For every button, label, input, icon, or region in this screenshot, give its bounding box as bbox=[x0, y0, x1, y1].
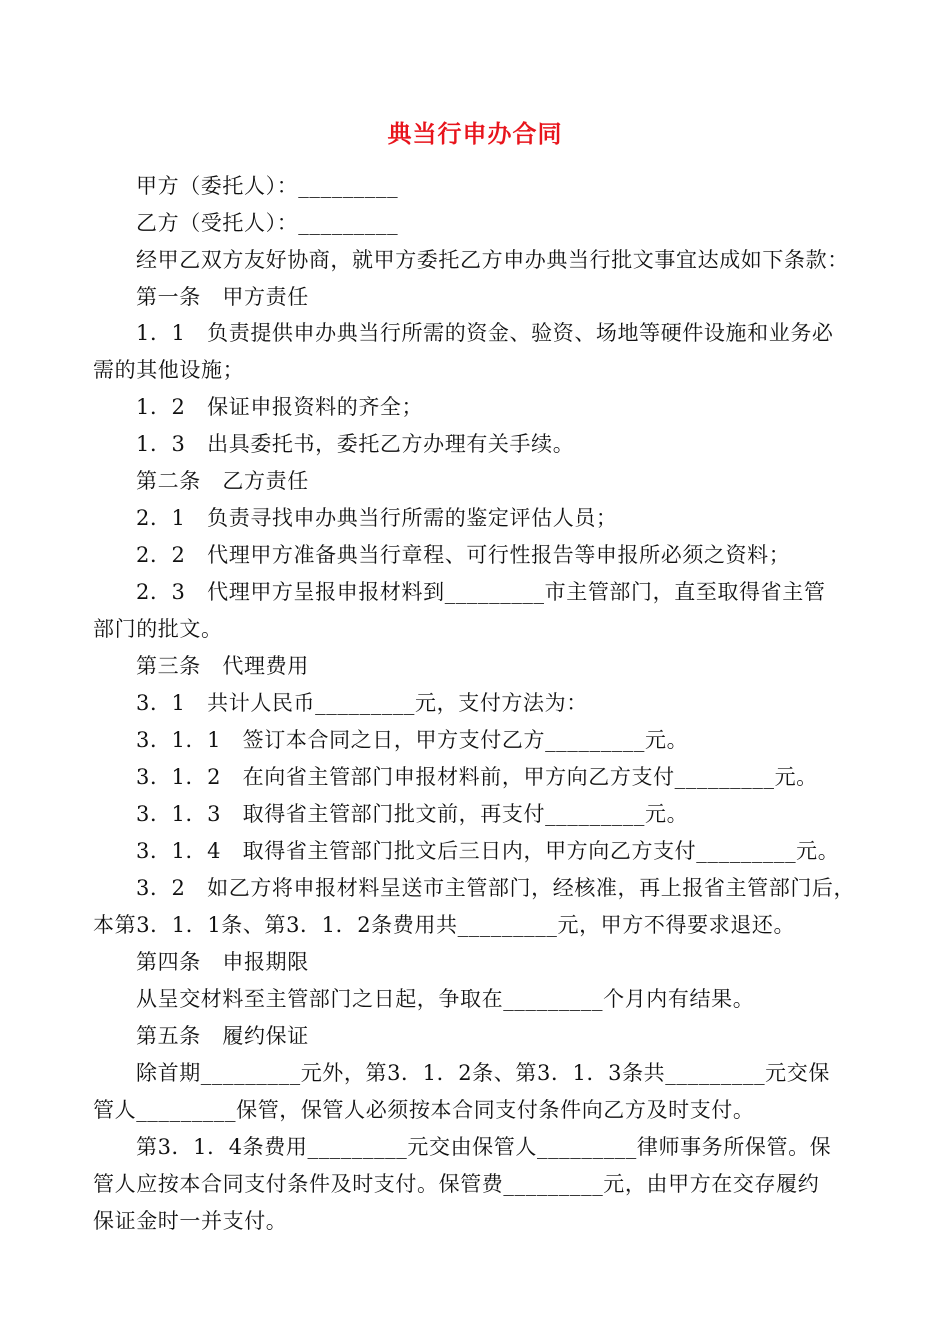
clause-1-1-line: 1．1 负责提供申办典当行所需的资金、验资、场地等硬件设施和业务必 bbox=[136, 321, 834, 345]
clause-2-3-line: 2．3 代理甲方呈报申报材料到_________市主管部门，直至取得省主管 bbox=[136, 580, 826, 604]
clause-3-1-line: 3．1 共计人民币_________元，支付方法为： bbox=[136, 691, 588, 715]
clause-2-1-line: 2．1 负责寻找申办典当行所需的鉴定评估人员； bbox=[136, 506, 618, 530]
document-title: 典当行申办合同 bbox=[387, 119, 563, 148]
preamble-line: 经甲乙双方友好协商，就甲方委托乙方申办典当行批文事宜达成如下条款： bbox=[136, 248, 849, 272]
clause-3-2-line: 3．2 如乙方将申报材料呈送市主管部门，经核准，再上报省主管部门后， bbox=[136, 876, 856, 900]
clause-3-2-continuation: 本第3．1．1条、第3．1．2条费用共_________元，甲方不得要求退还。 bbox=[93, 913, 796, 937]
article-5-body-line-4: 管人应按本合同支付条件及时支付。保管费_________元，由甲方在交存履约 bbox=[93, 1172, 820, 1196]
party-b-line: 乙方（受托人）：_________ bbox=[136, 211, 399, 235]
article-5-body-line-1: 除首期_________元外，第3．1．2条、第3．1．3条共_________元交保 bbox=[136, 1061, 830, 1085]
article-5-body-line-3: 第3．1．4条费用_________元交由保管人_________律师事务所保管。保 bbox=[136, 1135, 832, 1159]
clause-3-1-1-line: 3．1．1 签订本合同之日，甲方支付乙方_________元。 bbox=[136, 728, 689, 752]
article-4-body: 从呈交材料至主管部门之日起，争取在_________个月内有结果。 bbox=[136, 987, 755, 1011]
article-3-heading: 第三条 代理费用 bbox=[136, 654, 309, 678]
article-4-heading: 第四条 申报期限 bbox=[136, 950, 309, 974]
clause-1-3-line: 1．3 出具委托书，委托乙方办理有关手续。 bbox=[136, 432, 575, 456]
article-2-heading: 第二条 乙方责任 bbox=[136, 469, 309, 493]
party-a-line: 甲方（委托人）：_________ bbox=[136, 174, 399, 198]
article-5-body-line-2: 管人_________保管，保管人必须按本合同支付条件向乙方及时支付。 bbox=[93, 1098, 755, 1122]
clause-1-1-continuation: 需的其他设施； bbox=[93, 358, 245, 382]
clause-3-1-4-line: 3．1．4 取得省主管部门批文后三日内，甲方向乙方支付_________元。 bbox=[136, 839, 840, 863]
clause-2-2-line: 2．2 代理甲方准备典当行章程、可行性报告等申报所必须之资料； bbox=[136, 543, 791, 567]
article-1-heading: 第一条 甲方责任 bbox=[136, 285, 309, 309]
clause-3-1-3-line: 3．1．3 取得省主管部门批文前，再支付_________元。 bbox=[136, 802, 689, 826]
clause-2-3-continuation: 部门的批文。 bbox=[93, 617, 223, 641]
clause-1-2-line: 1．2 保证申报资料的齐全； bbox=[136, 395, 424, 419]
article-5-body-line-5: 保证金时一并支付。 bbox=[93, 1209, 288, 1233]
article-5-heading: 第五条 履约保证 bbox=[136, 1024, 309, 1048]
clause-3-1-2-line: 3．1．2 在向省主管部门申报材料前，甲方向乙方支付_________元。 bbox=[136, 765, 818, 789]
